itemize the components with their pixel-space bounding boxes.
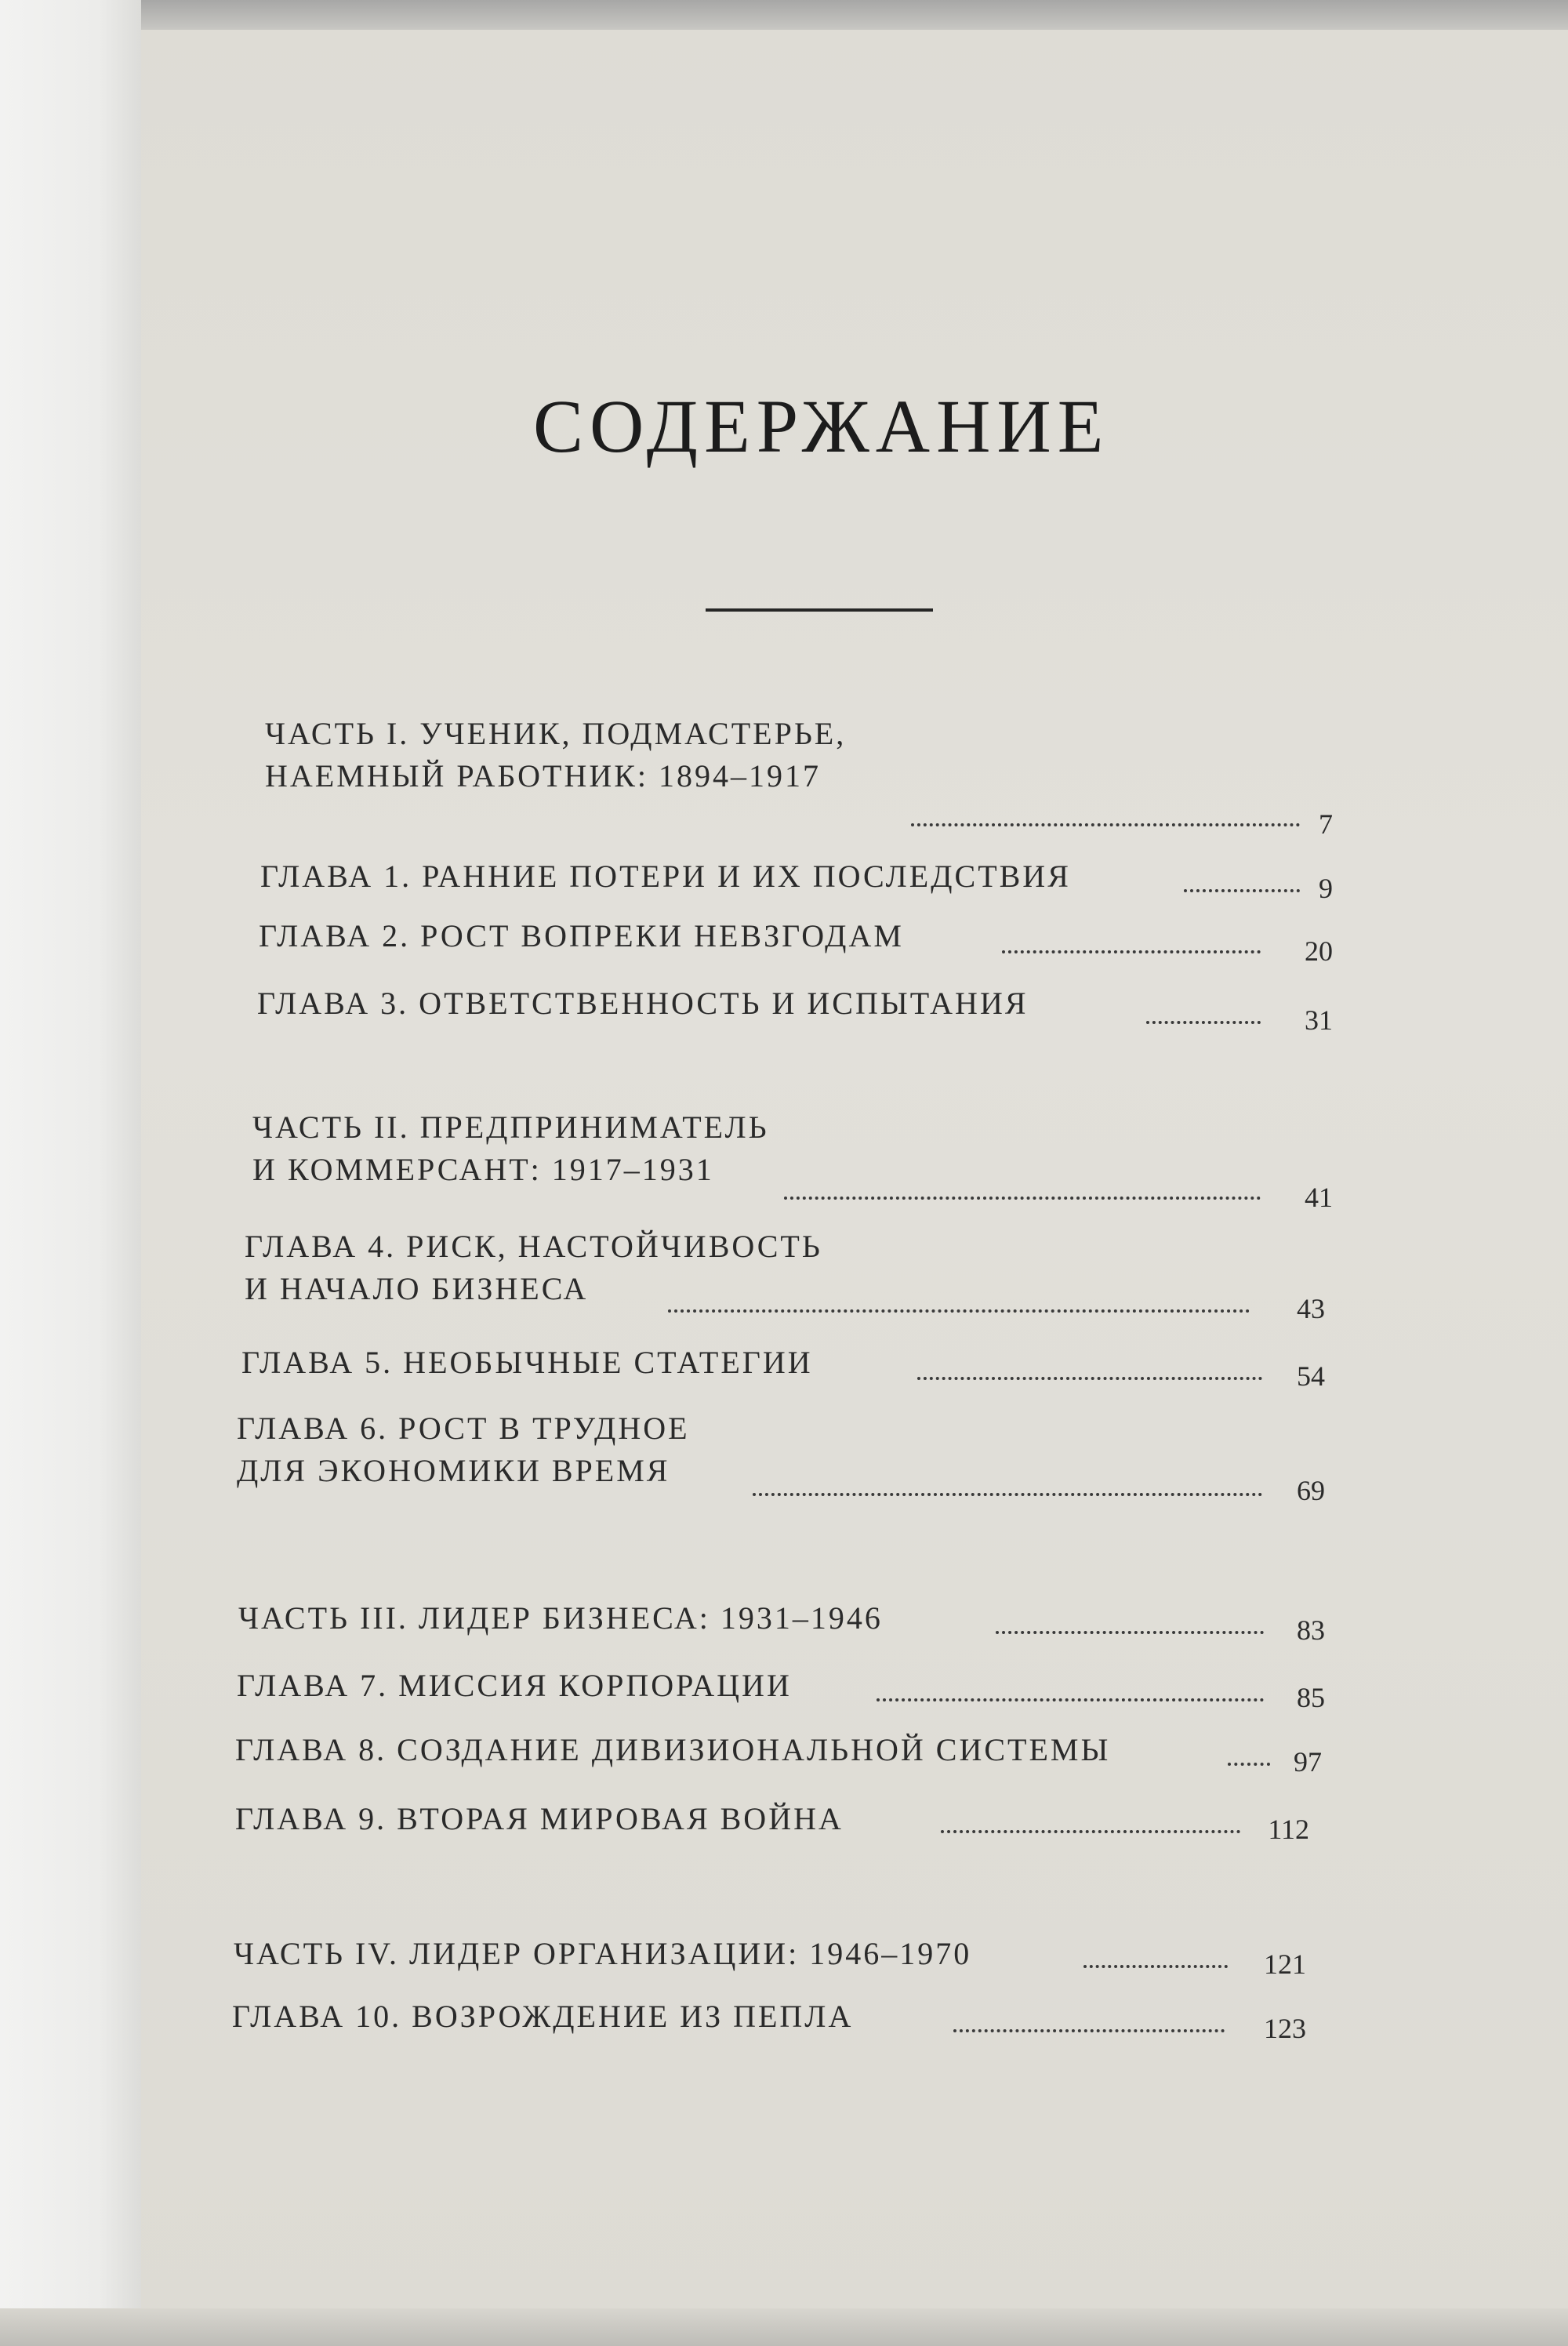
page-number: 123 xyxy=(1264,2013,1306,2044)
toc-entry-part-2 xyxy=(252,1109,769,1193)
toc-entry-text: И КОММЕРСАНТ: 1917–1931 xyxy=(252,1152,714,1187)
toc-entry-chapter-3 xyxy=(257,985,1029,1027)
toc-entry-text: ГЛАВА 9. ВТОРАЯ МИРОВАЯ ВОЙНА xyxy=(235,1801,844,1836)
dot-leader xyxy=(753,1493,1262,1496)
toc-entry-chapter-8 xyxy=(235,1731,1110,1774)
toc-entry-chapter-6 xyxy=(237,1410,690,1494)
page-number: 41 xyxy=(1305,1182,1333,1213)
page-number: 85 xyxy=(1297,1682,1325,1713)
dot-leader xyxy=(877,1698,1264,1701)
toc-entry-part-1 xyxy=(265,715,846,800)
toc-entry-chapter-1 xyxy=(260,858,1071,900)
dot-leader xyxy=(668,1309,1250,1313)
page-number: 69 xyxy=(1297,1475,1325,1506)
toc-entry-text: ЧАСТЬ I. УЧЕНИК, ПОДМАСТЕРЬЕ, xyxy=(265,716,847,751)
toc-entry-text: ЧАСТЬ II. ПРЕДПРИНИМАТЕЛЬ xyxy=(252,1109,769,1145)
toc-entry-text: ЧАСТЬ IV. ЛИДЕР ОРГАНИЗАЦИИ: 1946–1970 xyxy=(234,1936,972,1971)
page-number: 20 xyxy=(1305,935,1333,967)
dot-leader xyxy=(917,1377,1262,1380)
toc-entry-chapter-2 xyxy=(259,917,904,960)
page-number: 112 xyxy=(1268,1814,1309,1845)
toc-title: СОДЕРЖАНИЕ xyxy=(533,384,1110,468)
toc-entry-text: ГЛАВА 4. РИСК, НАСТОЙЧИВОСТЬ xyxy=(245,1229,822,1264)
toc-entry-part-3 xyxy=(238,1600,883,1642)
toc-entry-text: ДЛЯ ЭКОНОМИКИ ВРЕМЯ xyxy=(237,1453,670,1488)
toc-entry-chapter-5 xyxy=(241,1344,813,1386)
toc-entry-text: ГЛАВА 2. РОСТ ВОПРЕКИ НЕВЗГОДАМ xyxy=(259,918,904,953)
dot-leader xyxy=(1002,950,1261,953)
dot-leader xyxy=(941,1830,1240,1833)
toc-entry-text: НАЕМНЫЙ РАБОТНИК: 1894–1917 xyxy=(265,758,822,794)
page-number: 54 xyxy=(1297,1360,1325,1392)
dot-leader xyxy=(911,823,1300,826)
toc-entry-text: ГЛАВА 3. ОТВЕТСТВЕННОСТЬ И ИСПЫТАНИЯ xyxy=(257,986,1029,1021)
page-number: 121 xyxy=(1264,1948,1306,1980)
toc-entry-text: ГЛАВА 5. НЕОБЫЧНЫЕ СТАТЕГИИ xyxy=(241,1345,813,1380)
toc-entry-text: ГЛАВА 7. МИССИЯ КОРПОРАЦИИ xyxy=(237,1668,792,1703)
toc-entry-text: ГЛАВА 8. СОЗДАНИЕ ДИВИЗИОНАЛЬНОЙ СИСТЕМЫ xyxy=(235,1732,1111,1767)
toc-entry-part-4 xyxy=(234,1935,971,1977)
dot-leader xyxy=(1146,1021,1261,1024)
toc-entry-chapter-7 xyxy=(237,1667,792,1709)
dot-leader xyxy=(784,1197,1261,1200)
toc-entry-chapter-4 xyxy=(245,1228,822,1313)
page-number: 31 xyxy=(1305,1004,1333,1036)
background-strip-top xyxy=(141,0,1568,30)
toc-entry-text: ГЛАВА 1. РАННИЕ ПОТЕРИ И ИХ ПОСЛЕДСТВИЯ xyxy=(260,859,1071,894)
page-number: 9 xyxy=(1319,873,1333,904)
page-number: 7 xyxy=(1319,808,1333,840)
toc-entry-text: ЧАСТЬ III. ЛИДЕР БИЗНЕСА: 1931–1946 xyxy=(238,1600,883,1636)
background-strip-bottom xyxy=(0,2308,1568,2346)
toc-entry-chapter-10 xyxy=(232,1998,853,2040)
dot-leader xyxy=(996,1631,1264,1634)
dot-leader xyxy=(953,2029,1225,2032)
dot-leader xyxy=(1083,1965,1228,1968)
page-number: 43 xyxy=(1297,1293,1325,1324)
toc-entry-text: ГЛАВА 6. РОСТ В ТРУДНОЕ xyxy=(237,1411,690,1446)
toc-entry-text: И НАЧАЛО БИЗНЕСА xyxy=(245,1271,589,1306)
toc-entry-chapter-9 xyxy=(235,1800,844,1843)
facing-page-edge xyxy=(0,0,141,2346)
toc-entry-text: ГЛАВА 10. ВОЗРОЖДЕНИЕ ИЗ ПЕПЛА xyxy=(232,1999,854,2034)
page-number: 83 xyxy=(1297,1614,1325,1646)
page-number: 97 xyxy=(1294,1746,1322,1778)
title-rule xyxy=(706,608,933,612)
